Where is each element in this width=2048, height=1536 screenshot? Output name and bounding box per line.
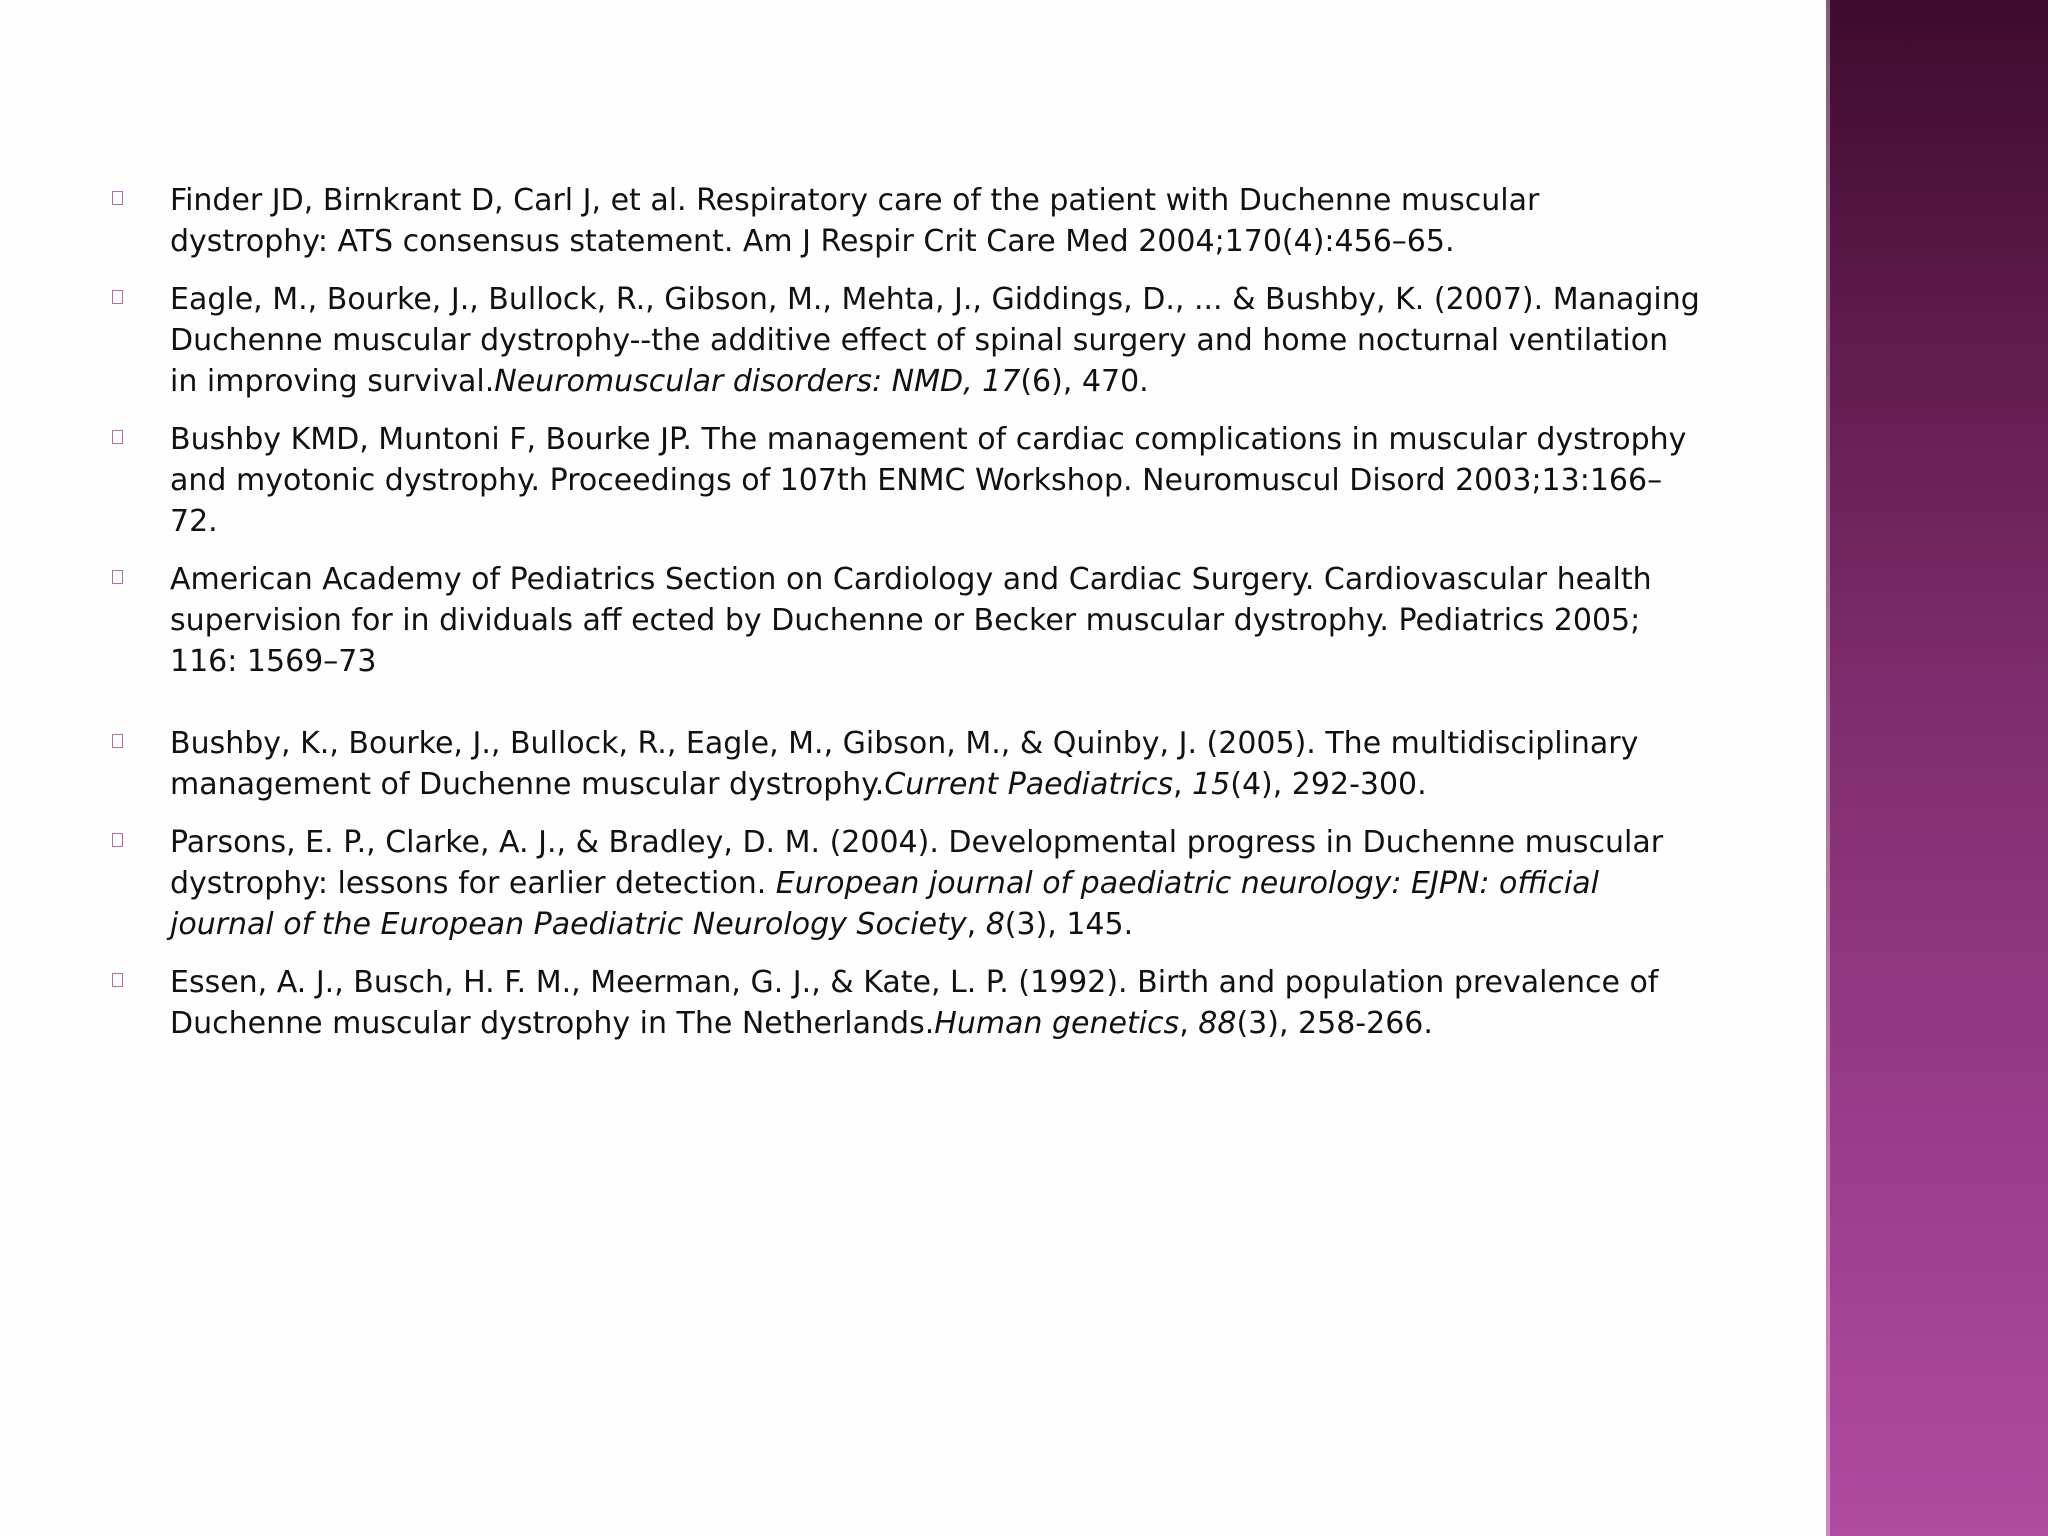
reference-item-2 bbox=[104, 279, 1704, 402]
journal-separator: , bbox=[966, 907, 986, 942]
journal-volume: 88 bbox=[1198, 1006, 1237, 1041]
reference-item-4 bbox=[104, 559, 1704, 682]
reference-body bbox=[170, 965, 1658, 1041]
journal-separator: , bbox=[963, 364, 983, 399]
reference-tail: (3), 258-266. bbox=[1236, 1006, 1433, 1041]
journal-separator: , bbox=[1172, 767, 1193, 802]
journal-title: Human genetics bbox=[934, 1006, 1180, 1041]
journal-volume: 15 bbox=[1192, 767, 1231, 802]
bullet-icon bbox=[112, 191, 123, 205]
reference-item-1 bbox=[104, 180, 1704, 262]
journal-title: European journal of paediatric neurology: EJPN: official journal of the European Paediatric Neurology Society bbox=[170, 866, 1599, 942]
journal-title: Current Paediatrics bbox=[884, 767, 1173, 802]
reference-item-3 bbox=[104, 419, 1704, 542]
decorative-sidebar bbox=[1826, 0, 2048, 1536]
reference-item-7 bbox=[104, 962, 1704, 1044]
bullet-icon bbox=[112, 973, 123, 987]
reference-body bbox=[170, 825, 1663, 942]
journal-volume: 8 bbox=[985, 907, 1005, 942]
reference-tail: (4), 292-300. bbox=[1230, 767, 1427, 802]
reference-tail: (6), 470. bbox=[1020, 364, 1149, 399]
journal-title: Neuromuscular disorders: NMD bbox=[494, 364, 964, 399]
reference-text: Essen, A. J., Busch, H. F. M., Meerman, G. J., & Kate, L. P. (1992). Birth and population prevalence of Duchenne muscular dystrophy in The Netherlands. bbox=[170, 965, 1659, 1041]
reference-list bbox=[104, 180, 1704, 1061]
reference-body bbox=[170, 282, 1700, 399]
bullet-icon bbox=[112, 430, 123, 444]
bullet-icon bbox=[112, 833, 123, 847]
reference-text: Finder JD, Birnkrant D, Carl J, et al. Respiratory care of the patient with Duchenne muscular dystrophy: ATS consensus statement. Am J Respir Crit Care Med 2004;170(4):456–65. bbox=[170, 183, 1540, 259]
reference-text: Eagle, M., Bourke, J., Bullock, R., Gibson, M., Mehta, J., Giddings, D., ... & Bushby, K. (2007). Managing Duchenne muscular dystrophy--the additive effect of spinal surgery and home nocturnal ventilation in improving survival. bbox=[170, 282, 1700, 399]
bullet-icon bbox=[112, 734, 123, 748]
reference-text: Bushby KMD, Muntoni F, Bourke JP. The management of cardiac complications in muscular dystrophy and myotonic dystrophy. Proceedings of 107th ENMC Workshop. Neuromuscul Disord 2003;13:166–72. bbox=[170, 422, 1687, 539]
reference-text: Parsons, E. P., Clarke, A. J., & Bradley, D. M. (2004). Developmental progress in Duchenne muscular dystrophy: lessons for earlier detection. bbox=[170, 825, 1664, 901]
bullet-icon bbox=[112, 290, 123, 304]
journal-volume: 17 bbox=[982, 364, 1021, 399]
bullet-icon bbox=[112, 570, 123, 584]
reference-text: Bushby, K., Bourke, J., Bullock, R., Eagle, M., Gibson, M., & Quinby, J. (2005). The multidisciplinary management of Duchenne muscular dystrophy. bbox=[170, 726, 1639, 802]
reference-body bbox=[170, 723, 1704, 805]
reference-item-6 bbox=[104, 822, 1704, 945]
reference-tail: (3), 145. bbox=[1004, 907, 1134, 942]
journal-separator: , bbox=[1179, 1006, 1199, 1041]
reference-item-5 bbox=[104, 723, 1704, 805]
reference-text: American Academy of Pediatrics Section on Cardiology and Cardiac Surgery. Cardiovascular health supervision for in dividuals aff ected by Duchenne or Becker muscular dystrophy. Pediatrics 2005; 116: 1569–73 bbox=[170, 562, 1652, 679]
